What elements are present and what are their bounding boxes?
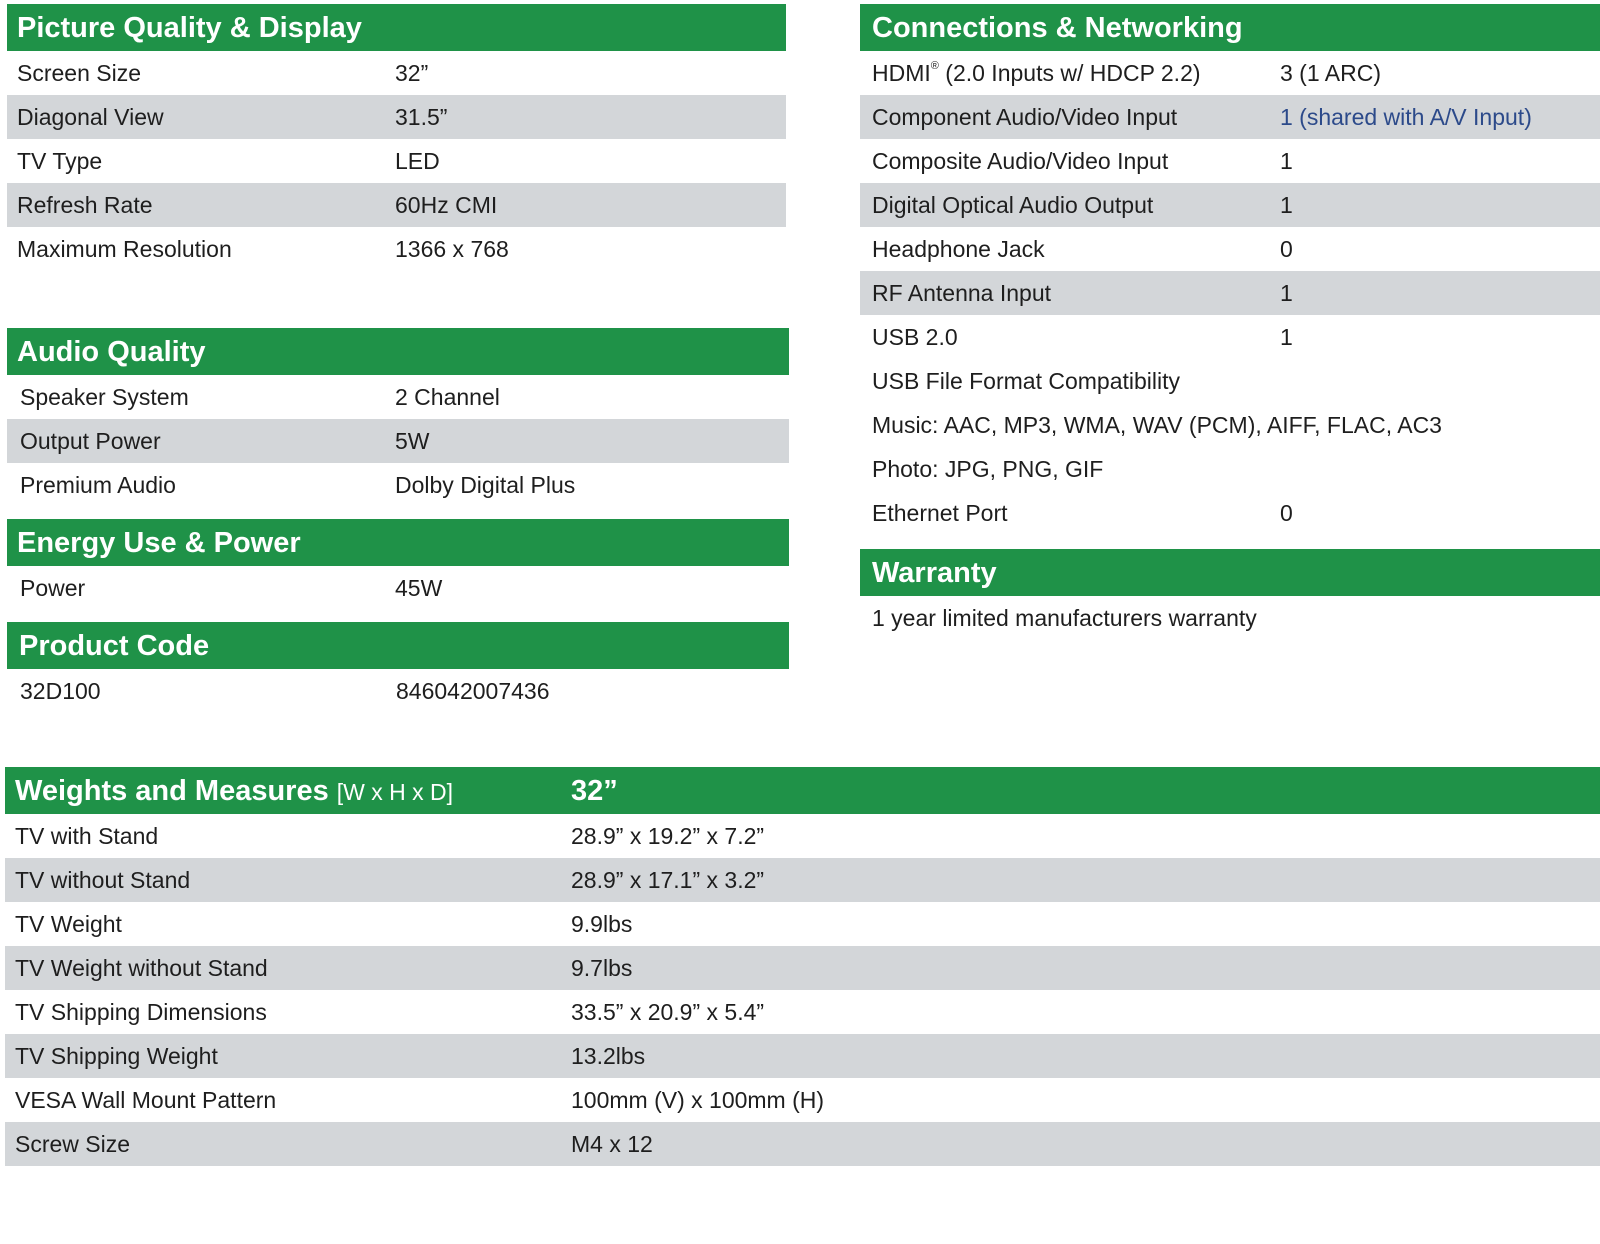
spec-value: 1	[1280, 280, 1293, 306]
spec-value: 1	[1280, 148, 1293, 174]
spec-row	[5, 858, 1600, 902]
usb-formats-heading-row	[860, 359, 1600, 403]
weights-subtitle: [W x H x D]	[336, 779, 454, 805]
spec-label: TV with Stand	[15, 823, 159, 849]
spec-row	[860, 315, 1600, 359]
spec-label: Screen Size	[17, 60, 142, 86]
spec-row	[7, 419, 789, 463]
spec-row	[7, 51, 786, 95]
warranty-header: Warranty	[860, 549, 1600, 596]
spec-row	[860, 227, 1600, 271]
spec-value: 33.5” x 20.9” x 5.4”	[571, 999, 765, 1025]
registered-mark: ®	[930, 60, 939, 72]
spec-label: TV Shipping Weight	[15, 1043, 218, 1069]
spec-label: Headphone Jack	[872, 236, 1045, 262]
spec-row	[860, 183, 1600, 227]
spec-row	[7, 183, 786, 227]
spec-row	[5, 902, 1600, 946]
spec-value: 9.7lbs	[571, 955, 633, 981]
spec-value: 1 (shared with A/V Input)	[1280, 104, 1532, 130]
energy-header: Energy Use & Power	[7, 519, 789, 566]
spec-label: Maximum Resolution	[17, 236, 232, 262]
spec-value: Dolby Digital Plus	[395, 472, 576, 498]
spec-row	[7, 669, 789, 713]
spec-row	[860, 491, 1600, 535]
spec-label: Diagonal View	[17, 104, 164, 130]
spec-label	[872, 51, 1201, 95]
usb-formats-heading: USB File Format Compatibility	[872, 368, 1181, 394]
energy-section	[7, 519, 789, 610]
spec-label: Premium Audio	[20, 472, 176, 498]
spec-value: 9.9lbs	[571, 911, 633, 937]
spec-value: 1366 x 768	[395, 236, 509, 262]
spec-value: 32”	[395, 60, 429, 86]
spec-label: TV Shipping Dimensions	[15, 999, 267, 1025]
spec-label: Refresh Rate	[17, 192, 153, 218]
spec-value: 1	[1280, 324, 1293, 350]
spec-row	[5, 1034, 1600, 1078]
spec-row	[7, 95, 786, 139]
spec-value: 28.9” x 19.2” x 7.2”	[571, 823, 765, 849]
spec-value: 28.9” x 17.1” x 3.2”	[571, 867, 765, 893]
weights-header	[5, 767, 1600, 814]
spec-row	[5, 946, 1600, 990]
spec-row	[7, 227, 786, 271]
spec-value: 5W	[395, 428, 430, 454]
spec-label: Output Power	[20, 428, 161, 454]
spec-label: VESA Wall Mount Pattern	[15, 1087, 277, 1113]
hdmi-label: HDMI	[872, 60, 931, 86]
spec-label: RF Antenna Input	[872, 280, 1052, 306]
spec-row	[5, 990, 1600, 1034]
picture-quality-header: Picture Quality & Display	[7, 4, 786, 51]
spec-label: Composite Audio/Video Input	[872, 148, 1169, 174]
product-code-header: Product Code	[7, 622, 789, 669]
spec-row	[860, 51, 1600, 95]
spec-value: 0	[1280, 236, 1293, 262]
warranty-row	[860, 596, 1600, 640]
connections-header: Connections & Networking	[860, 4, 1600, 51]
hdmi-label-detail: (2.0 Inputs w/ HDCP 2.2)	[938, 60, 1201, 86]
warranty-section	[860, 549, 1600, 640]
photo-formats-row	[860, 447, 1600, 491]
spec-row	[5, 1122, 1600, 1166]
spec-row	[860, 139, 1600, 183]
spec-value: 45W	[395, 575, 443, 601]
spec-value: 100mm (V) x 100mm (H)	[571, 1087, 825, 1113]
audio-quality-header: Audio Quality	[7, 328, 789, 375]
spec-label: TV Type	[17, 148, 103, 174]
spec-label: USB 2.0	[872, 324, 958, 350]
music-formats: Music: AAC, MP3, WMA, WAV (PCM), AIFF, FLAC, AC3	[872, 412, 1442, 438]
spec-value: 31.5”	[395, 104, 448, 130]
spec-row	[5, 1078, 1600, 1122]
spec-label: TV Weight without Stand	[15, 955, 268, 981]
warranty-text: 1 year limited manufacturers warranty	[872, 605, 1257, 631]
spec-value: 1	[1280, 192, 1293, 218]
spec-value: 2 Channel	[395, 384, 500, 410]
upc-code: 846042007436	[396, 678, 550, 704]
spec-row	[7, 566, 789, 610]
spec-row	[7, 375, 789, 419]
spec-row	[7, 139, 786, 183]
connections-section	[860, 4, 1600, 535]
spec-row	[7, 463, 789, 507]
spec-label: Speaker System	[20, 384, 189, 410]
spec-label: TV Weight	[15, 911, 122, 937]
weights-title: Weights and Measures	[15, 775, 329, 807]
model-number: 32D100	[20, 678, 101, 704]
spec-label: Power	[20, 575, 86, 601]
spec-value: 60Hz CMI	[395, 192, 498, 218]
spec-value: LED	[395, 148, 440, 174]
spec-row	[860, 95, 1600, 139]
audio-quality-section	[7, 328, 789, 507]
spec-row	[5, 814, 1600, 858]
weights-section	[5, 767, 1600, 1166]
photo-formats: Photo: JPG, PNG, GIF	[872, 456, 1104, 482]
spec-label: TV without Stand	[15, 867, 191, 893]
spec-value: M4 x 12	[571, 1131, 653, 1157]
music-formats-row	[860, 403, 1600, 447]
spec-label: Component Audio/Video Input	[872, 104, 1178, 130]
spec-row	[860, 271, 1600, 315]
picture-quality-section	[7, 4, 786, 271]
spec-value: 0	[1280, 500, 1293, 526]
spec-value: 13.2lbs	[571, 1043, 646, 1069]
spec-value: 3 (1 ARC)	[1280, 60, 1381, 86]
spec-label: Ethernet Port	[872, 500, 1008, 526]
spec-label: Screw Size	[15, 1131, 131, 1157]
size-column-header: 32”	[571, 775, 618, 807]
product-code-section	[7, 622, 789, 713]
spec-label: Digital Optical Audio Output	[872, 192, 1154, 218]
